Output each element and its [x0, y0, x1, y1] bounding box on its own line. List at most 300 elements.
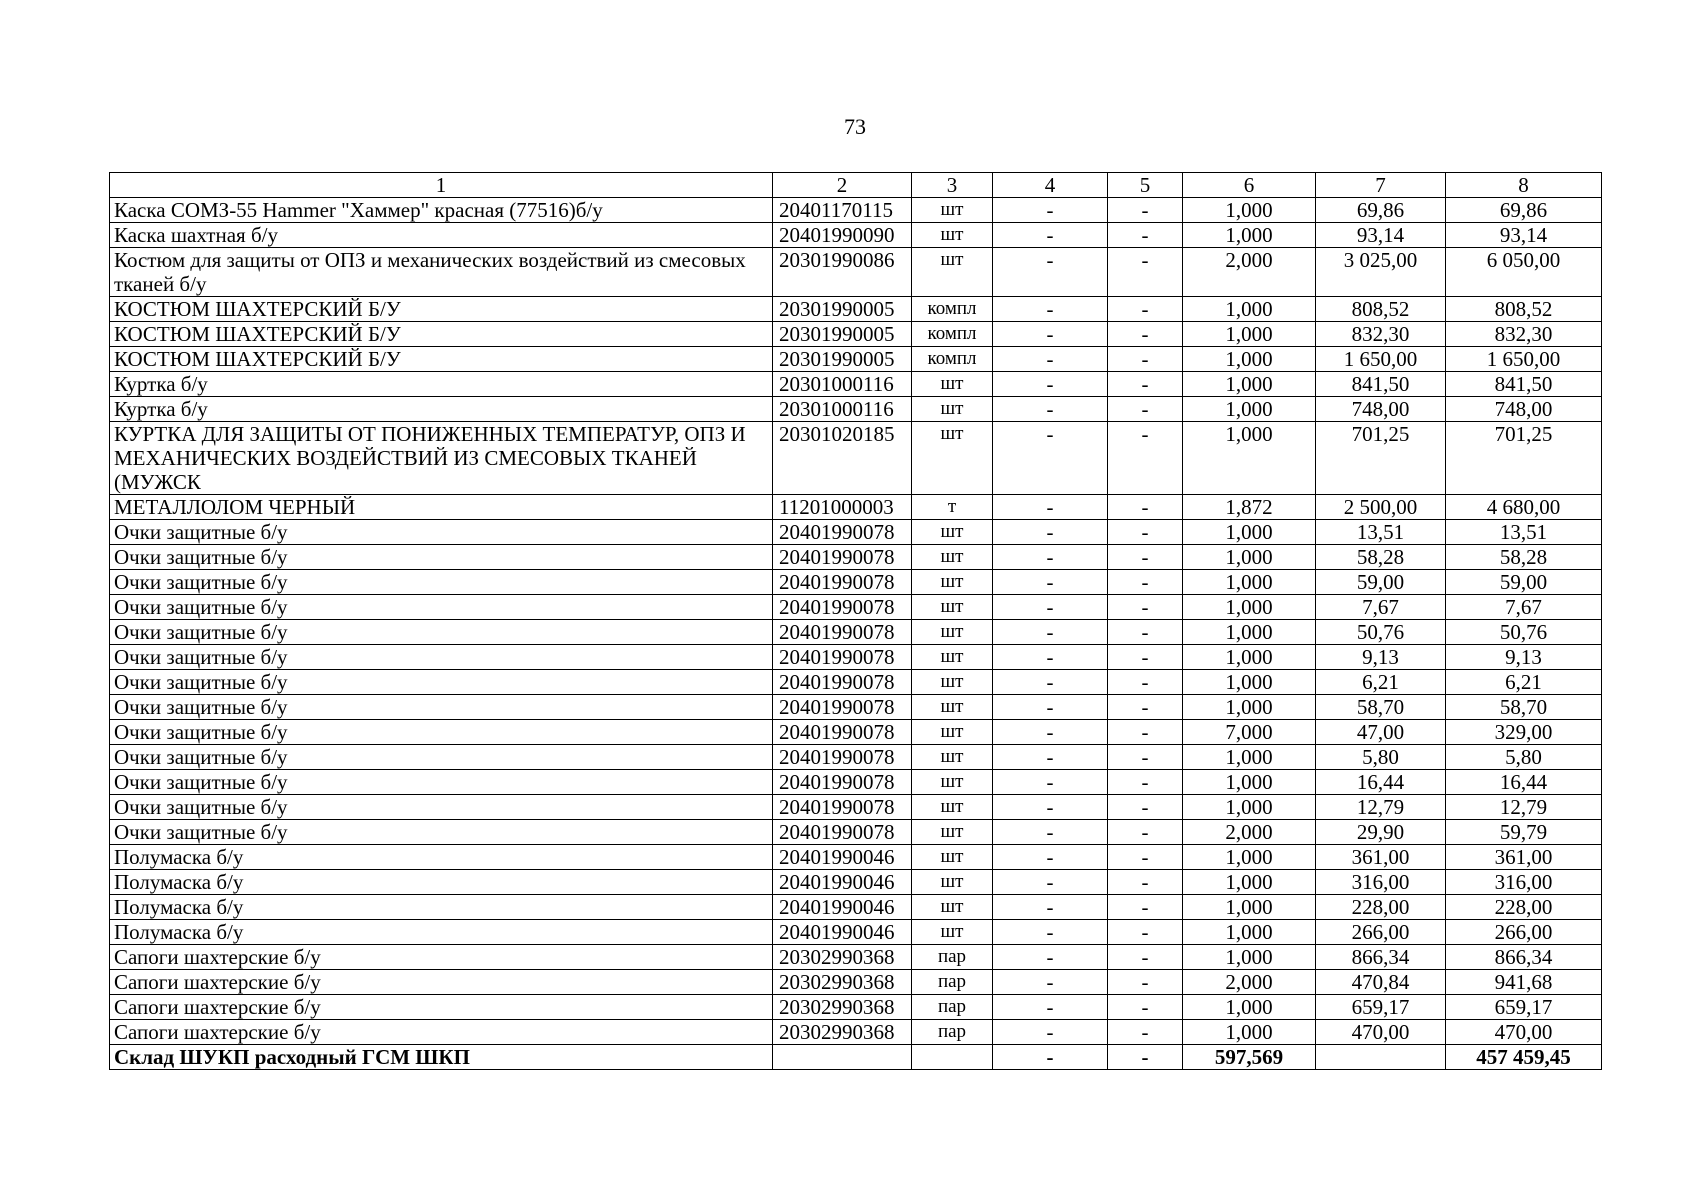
unit-cell: шт [912, 595, 993, 620]
price-cell: 47,00 [1316, 720, 1446, 745]
col5-cell: - [1108, 397, 1183, 422]
unit-cell: шт [912, 422, 993, 495]
unit-cell: шт [912, 223, 993, 248]
sum-cell: 659,17 [1446, 995, 1602, 1020]
inventory-table [109, 172, 1602, 1070]
price-cell: 470,84 [1316, 970, 1446, 995]
col5-cell: - [1108, 297, 1183, 322]
col5-cell: - [1108, 670, 1183, 695]
col5-cell: - [1108, 520, 1183, 545]
unit-cell: шт [912, 372, 993, 397]
col5-cell: - [1108, 1045, 1183, 1070]
unit-cell: шт [912, 895, 993, 920]
price-cell: 866,34 [1316, 945, 1446, 970]
quantity-cell: 1,000 [1183, 322, 1316, 347]
quantity-cell: 1,000 [1183, 422, 1316, 495]
table-row [110, 770, 1602, 795]
item-name-cell: КОСТЮМ ШАХТЕРСКИЙ Б/У [110, 322, 773, 347]
price-cell: 659,17 [1316, 995, 1446, 1020]
item-code-cell: 20301000116 [773, 372, 912, 397]
table-row [110, 595, 1602, 620]
quantity-cell: 1,000 [1183, 945, 1316, 970]
item-name-cell: Полумаска б/у [110, 845, 773, 870]
item-code-cell: 20401990046 [773, 920, 912, 945]
table-row [110, 745, 1602, 770]
table-row [110, 670, 1602, 695]
page-number: 73 [844, 114, 866, 139]
price-cell: 1 650,00 [1316, 347, 1446, 372]
item-name-cell: Сапоги шахтерские б/у [110, 945, 773, 970]
unit-cell: шт [912, 845, 993, 870]
column-header: 1 [110, 173, 773, 198]
quantity-cell: 1,000 [1183, 620, 1316, 645]
col4-cell: - [993, 745, 1108, 770]
table-row [110, 620, 1602, 645]
unit-cell: пар [912, 995, 993, 1020]
quantity-cell: 1,000 [1183, 645, 1316, 670]
quantity-cell: 1,000 [1183, 545, 1316, 570]
item-code-cell: 20302990368 [773, 970, 912, 995]
item-code-cell: 20301990005 [773, 322, 912, 347]
price-cell: 93,14 [1316, 223, 1446, 248]
quantity-cell: 1,000 [1183, 670, 1316, 695]
col4-cell: - [993, 495, 1108, 520]
item-name-cell: Очки защитные б/у [110, 520, 773, 545]
price-cell: 58,70 [1316, 695, 1446, 720]
item-name-cell: Куртка б/у [110, 397, 773, 422]
quantity-cell: 1,000 [1183, 770, 1316, 795]
col5-cell: - [1108, 695, 1183, 720]
unit-cell: шт [912, 198, 993, 223]
col5-cell: - [1108, 545, 1183, 570]
quantity-cell: 1,000 [1183, 595, 1316, 620]
table-row [110, 970, 1602, 995]
table-row [110, 995, 1602, 1020]
quantity-cell: 597,569 [1183, 1045, 1316, 1070]
quantity-cell: 1,000 [1183, 223, 1316, 248]
col5-cell: - [1108, 248, 1183, 297]
col5-cell: - [1108, 845, 1183, 870]
column-header: 6 [1183, 173, 1316, 198]
sum-cell: 4 680,00 [1446, 495, 1602, 520]
sum-cell: 316,00 [1446, 870, 1602, 895]
item-name-cell: КУРТКА ДЛЯ ЗАЩИТЫ ОТ ПОНИЖЕННЫХ ТЕМПЕРАТУР, ОПЗ И МЕХАНИЧЕСКИХ ВОЗДЕЙСТВИЙ ИЗ СМЕСОВЫХ ТКАНЕЙ (МУЖСК [110, 422, 773, 495]
table-row [110, 920, 1602, 945]
col4-cell: - [993, 795, 1108, 820]
unit-cell: компл [912, 347, 993, 372]
col4-cell: - [993, 770, 1108, 795]
price-cell: 16,44 [1316, 770, 1446, 795]
sum-cell: 748,00 [1446, 397, 1602, 422]
price-cell: 266,00 [1316, 920, 1446, 945]
item-code-cell: 20301990005 [773, 347, 912, 372]
price-cell: 9,13 [1316, 645, 1446, 670]
quantity-cell: 1,000 [1183, 695, 1316, 720]
unit-cell: компл [912, 322, 993, 347]
item-code-cell: 20401990078 [773, 520, 912, 545]
price-cell: 50,76 [1316, 620, 1446, 645]
unit-cell: пар [912, 1020, 993, 1045]
item-code-cell: 20401990046 [773, 895, 912, 920]
sum-cell: 941,68 [1446, 970, 1602, 995]
item-name-cell: Полумаска б/у [110, 895, 773, 920]
item-name-cell: Очки защитные б/у [110, 670, 773, 695]
price-cell: 748,00 [1316, 397, 1446, 422]
col5-cell: - [1108, 720, 1183, 745]
item-name-cell: Очки защитные б/у [110, 645, 773, 670]
col4-cell: - [993, 347, 1108, 372]
item-name-cell: Сапоги шахтерские б/у [110, 1020, 773, 1045]
table-row [110, 895, 1602, 920]
col5-cell: - [1108, 223, 1183, 248]
price-cell: 13,51 [1316, 520, 1446, 545]
price-cell: 316,00 [1316, 870, 1446, 895]
table-row [110, 720, 1602, 745]
unit-cell: пар [912, 970, 993, 995]
col4-cell: - [993, 595, 1108, 620]
table-row [110, 945, 1602, 970]
quantity-cell: 1,000 [1183, 297, 1316, 322]
item-name-cell: Очки защитные б/у [110, 695, 773, 720]
table-row [110, 820, 1602, 845]
col5-cell: - [1108, 570, 1183, 595]
sum-cell: 12,79 [1446, 795, 1602, 820]
table-row [110, 570, 1602, 595]
col5-cell: - [1108, 920, 1183, 945]
col4-cell: - [993, 620, 1108, 645]
price-cell: 29,90 [1316, 820, 1446, 845]
col5-cell: - [1108, 970, 1183, 995]
item-code-cell: 20302990368 [773, 945, 912, 970]
item-name-cell: Каска СОМЗ-55 Hammer "Хаммер" красная (77516)б/у [110, 198, 773, 223]
item-name-cell: Очки защитные б/у [110, 820, 773, 845]
table-row [110, 845, 1602, 870]
sum-cell: 59,00 [1446, 570, 1602, 595]
table-row [110, 545, 1602, 570]
unit-cell: шт [912, 745, 993, 770]
table-row [110, 520, 1602, 545]
sum-cell: 266,00 [1446, 920, 1602, 945]
item-code-cell: 20401990078 [773, 820, 912, 845]
col4-cell: - [993, 720, 1108, 745]
item-name-cell: Очки защитные б/у [110, 570, 773, 595]
price-cell: 69,86 [1316, 198, 1446, 223]
column-header: 8 [1446, 173, 1602, 198]
item-code-cell [773, 1045, 912, 1070]
col5-cell: - [1108, 895, 1183, 920]
item-name-cell: Каска шахтная б/у [110, 223, 773, 248]
price-cell: 59,00 [1316, 570, 1446, 595]
sum-cell: 58,70 [1446, 695, 1602, 720]
unit-cell: шт [912, 520, 993, 545]
table-row [110, 870, 1602, 895]
sum-cell: 16,44 [1446, 770, 1602, 795]
quantity-cell: 1,000 [1183, 845, 1316, 870]
price-cell: 5,80 [1316, 745, 1446, 770]
sum-cell: 93,14 [1446, 223, 1602, 248]
col4-cell: - [993, 223, 1108, 248]
table-row [110, 248, 1602, 297]
item-name-cell: Очки защитные б/у [110, 545, 773, 570]
unit-cell: шт [912, 870, 993, 895]
item-name-cell: Склад ШУКП расходный ГСМ ШКП [110, 1045, 773, 1070]
price-cell: 470,00 [1316, 1020, 1446, 1045]
col4-cell: - [993, 870, 1108, 895]
unit-cell: шт [912, 920, 993, 945]
col4-cell: - [993, 1045, 1108, 1070]
unit-cell: шт [912, 248, 993, 297]
table-row [110, 347, 1602, 372]
unit-cell: шт [912, 397, 993, 422]
sum-cell: 228,00 [1446, 895, 1602, 920]
col5-cell: - [1108, 645, 1183, 670]
sum-cell: 1 650,00 [1446, 347, 1602, 372]
col5-cell: - [1108, 198, 1183, 223]
unit-cell: шт [912, 670, 993, 695]
column-header: 7 [1316, 173, 1446, 198]
col4-cell: - [993, 920, 1108, 945]
quantity-cell: 1,000 [1183, 920, 1316, 945]
col4-cell: - [993, 397, 1108, 422]
item-code-cell: 20401990078 [773, 795, 912, 820]
unit-cell: шт [912, 645, 993, 670]
item-code-cell: 20302990368 [773, 995, 912, 1020]
quantity-cell: 7,000 [1183, 720, 1316, 745]
col4-cell: - [993, 198, 1108, 223]
col5-cell: - [1108, 870, 1183, 895]
quantity-cell: 1,000 [1183, 745, 1316, 770]
quantity-cell: 1,000 [1183, 347, 1316, 372]
item-name-cell: Полумаска б/у [110, 870, 773, 895]
col4-cell: - [993, 520, 1108, 545]
item-name-cell: Костюм для защиты от ОПЗ и механических воздействий из смесовых тканей б/у [110, 248, 773, 297]
table-row [110, 198, 1602, 223]
item-code-cell: 20301990086 [773, 248, 912, 297]
item-code-cell: 20302990368 [773, 1020, 912, 1045]
unit-cell: пар [912, 945, 993, 970]
price-cell: 6,21 [1316, 670, 1446, 695]
sum-cell: 58,28 [1446, 545, 1602, 570]
quantity-cell: 2,000 [1183, 820, 1316, 845]
unit-cell: шт [912, 570, 993, 595]
price-cell: 808,52 [1316, 297, 1446, 322]
sum-cell: 69,86 [1446, 198, 1602, 223]
sum-cell: 841,50 [1446, 372, 1602, 397]
unit-cell: шт [912, 820, 993, 845]
item-name-cell: Очки защитные б/у [110, 745, 773, 770]
item-code-cell: 20401990078 [773, 720, 912, 745]
item-code-cell: 20401990078 [773, 620, 912, 645]
quantity-cell: 1,000 [1183, 1020, 1316, 1045]
column-header: 3 [912, 173, 993, 198]
quantity-cell: 1,000 [1183, 198, 1316, 223]
price-cell: 228,00 [1316, 895, 1446, 920]
item-code-cell: 20401990078 [773, 595, 912, 620]
quantity-cell: 1,000 [1183, 570, 1316, 595]
col4-cell: - [993, 845, 1108, 870]
col4-cell: - [993, 322, 1108, 347]
item-code-cell: 20301020185 [773, 422, 912, 495]
item-code-cell: 20401990078 [773, 770, 912, 795]
quantity-cell: 1,000 [1183, 795, 1316, 820]
col5-cell: - [1108, 495, 1183, 520]
quantity-cell: 2,000 [1183, 970, 1316, 995]
col5-cell: - [1108, 372, 1183, 397]
total-row [110, 1045, 1602, 1070]
col5-cell: - [1108, 820, 1183, 845]
unit-cell: шт [912, 720, 993, 745]
item-name-cell: Сапоги шахтерские б/у [110, 970, 773, 995]
col4-cell: - [993, 945, 1108, 970]
col4-cell: - [993, 820, 1108, 845]
col5-cell: - [1108, 620, 1183, 645]
col5-cell: - [1108, 1020, 1183, 1045]
col4-cell: - [993, 372, 1108, 397]
sum-cell: 9,13 [1446, 645, 1602, 670]
col4-cell: - [993, 248, 1108, 297]
col4-cell: - [993, 1020, 1108, 1045]
col5-cell: - [1108, 745, 1183, 770]
quantity-cell: 1,872 [1183, 495, 1316, 520]
price-cell: 3 025,00 [1316, 248, 1446, 297]
item-code-cell: 20401990090 [773, 223, 912, 248]
sum-cell: 701,25 [1446, 422, 1602, 495]
item-code-cell: 20401990078 [773, 745, 912, 770]
item-name-cell: Полумаска б/у [110, 920, 773, 945]
col5-cell: - [1108, 595, 1183, 620]
table-row [110, 422, 1602, 495]
sum-cell: 5,80 [1446, 745, 1602, 770]
table-row [110, 495, 1602, 520]
col4-cell: - [993, 895, 1108, 920]
price-cell [1316, 1045, 1446, 1070]
header-row [110, 173, 1602, 198]
quantity-cell: 1,000 [1183, 372, 1316, 397]
table-row [110, 372, 1602, 397]
sum-cell: 13,51 [1446, 520, 1602, 545]
table-row [110, 223, 1602, 248]
column-header: 4 [993, 173, 1108, 198]
table-row [110, 397, 1602, 422]
item-name-cell: КОСТЮМ ШАХТЕРСКИЙ Б/У [110, 347, 773, 372]
col4-cell: - [993, 995, 1108, 1020]
item-name-cell: Куртка б/у [110, 372, 773, 397]
sum-cell: 329,00 [1446, 720, 1602, 745]
col4-cell: - [993, 570, 1108, 595]
table-row [110, 695, 1602, 720]
unit-cell [912, 1045, 993, 1070]
col5-cell: - [1108, 995, 1183, 1020]
col4-cell: - [993, 645, 1108, 670]
quantity-cell: 1,000 [1183, 895, 1316, 920]
col4-cell: - [993, 422, 1108, 495]
col4-cell: - [993, 695, 1108, 720]
item-code-cell: 20401990046 [773, 845, 912, 870]
col5-cell: - [1108, 945, 1183, 970]
sum-cell: 50,76 [1446, 620, 1602, 645]
col4-cell: - [993, 545, 1108, 570]
sum-cell: 59,79 [1446, 820, 1602, 845]
unit-cell: т [912, 495, 993, 520]
item-name-cell: Очки защитные б/у [110, 620, 773, 645]
item-code-cell: 20401990078 [773, 695, 912, 720]
quantity-cell: 1,000 [1183, 995, 1316, 1020]
price-cell: 58,28 [1316, 545, 1446, 570]
sum-cell: 6 050,00 [1446, 248, 1602, 297]
table-row [110, 795, 1602, 820]
col5-cell: - [1108, 347, 1183, 372]
unit-cell: компл [912, 297, 993, 322]
price-cell: 701,25 [1316, 422, 1446, 495]
item-name-cell: Сапоги шахтерские б/у [110, 995, 773, 1020]
item-code-cell: 20401990078 [773, 670, 912, 695]
item-code-cell: 20401990078 [773, 645, 912, 670]
sum-cell: 832,30 [1446, 322, 1602, 347]
sum-cell: 7,67 [1446, 595, 1602, 620]
sum-cell: 866,34 [1446, 945, 1602, 970]
col4-cell: - [993, 970, 1108, 995]
item-code-cell: 20401990046 [773, 870, 912, 895]
sum-cell: 470,00 [1446, 1020, 1602, 1045]
item-code-cell: 20301990005 [773, 297, 912, 322]
item-name-cell: Очки защитные б/у [110, 595, 773, 620]
col5-cell: - [1108, 770, 1183, 795]
col4-cell: - [993, 297, 1108, 322]
sum-cell: 6,21 [1446, 670, 1602, 695]
item-name-cell: МЕТАЛЛОЛОМ ЧЕРНЫЙ [110, 495, 773, 520]
sum-cell: 361,00 [1446, 845, 1602, 870]
item-name-cell: Очки защитные б/у [110, 795, 773, 820]
col5-cell: - [1108, 422, 1183, 495]
table-row [110, 645, 1602, 670]
table-row [110, 297, 1602, 322]
quantity-cell: 1,000 [1183, 397, 1316, 422]
item-name-cell: Очки защитные б/у [110, 770, 773, 795]
price-cell: 7,67 [1316, 595, 1446, 620]
col5-cell: - [1108, 322, 1183, 347]
price-cell: 2 500,00 [1316, 495, 1446, 520]
sum-cell: 808,52 [1446, 297, 1602, 322]
unit-cell: шт [912, 695, 993, 720]
item-code-cell: 20401170115 [773, 198, 912, 223]
item-name-cell: КОСТЮМ ШАХТЕРСКИЙ Б/У [110, 297, 773, 322]
price-cell: 832,30 [1316, 322, 1446, 347]
unit-cell: шт [912, 795, 993, 820]
table-row [110, 322, 1602, 347]
unit-cell: шт [912, 620, 993, 645]
quantity-cell: 2,000 [1183, 248, 1316, 297]
table-row [110, 1020, 1602, 1045]
sum-cell: 457 459,45 [1446, 1045, 1602, 1070]
item-code-cell: 11201000003 [773, 495, 912, 520]
item-code-cell: 20401990078 [773, 545, 912, 570]
unit-cell: шт [912, 770, 993, 795]
price-cell: 361,00 [1316, 845, 1446, 870]
column-header: 2 [773, 173, 912, 198]
quantity-cell: 1,000 [1183, 520, 1316, 545]
table-body [110, 173, 1602, 1070]
price-cell: 12,79 [1316, 795, 1446, 820]
column-header: 5 [1108, 173, 1183, 198]
item-name-cell: Очки защитные б/у [110, 720, 773, 745]
quantity-cell: 1,000 [1183, 870, 1316, 895]
col4-cell: - [993, 670, 1108, 695]
item-code-cell: 20401990078 [773, 570, 912, 595]
item-code-cell: 20301000116 [773, 397, 912, 422]
unit-cell: шт [912, 545, 993, 570]
col5-cell: - [1108, 795, 1183, 820]
price-cell: 841,50 [1316, 372, 1446, 397]
